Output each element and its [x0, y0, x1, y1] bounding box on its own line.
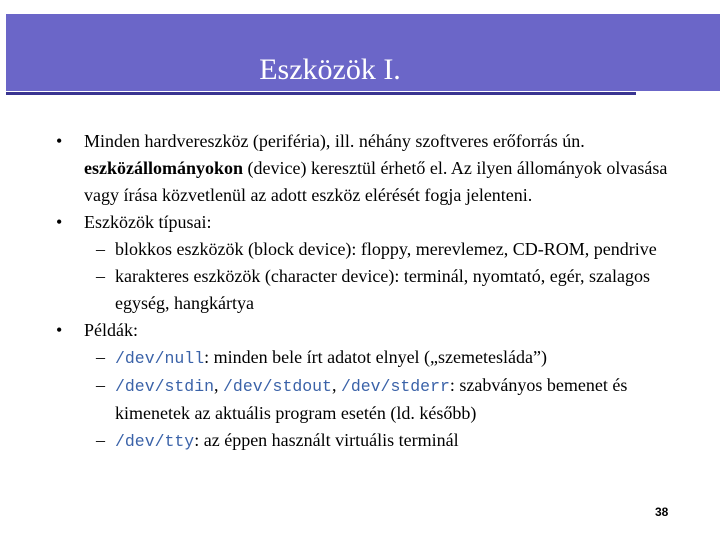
- code-path: /dev/stdin: [115, 377, 215, 396]
- bullet-bold-term: eszközállományokon: [84, 158, 244, 178]
- page-number: 38: [655, 505, 669, 519]
- title-bar: [0, 14, 720, 91]
- sub-item-text: : minden bele írt adatot elnyel („szemetesláda”): [204, 347, 547, 367]
- slide-body: [0, 128, 720, 455]
- bullet-devices: [0, 128, 684, 209]
- sub-dash: –: [96, 375, 105, 395]
- bullet-dot: •: [56, 212, 63, 232]
- code-path: /dev/null: [115, 349, 205, 368]
- code-path: /dev/stderr: [340, 377, 450, 396]
- separator: ,: [214, 375, 224, 395]
- sub-item-char-device: [0, 263, 705, 317]
- sub-item-text: : szabványos bemenet és kimenetek az aktuális program esetén (ld. később): [115, 375, 628, 423]
- code-path: /dev/stdout: [223, 377, 332, 396]
- sub-item-dev-tty: [0, 427, 705, 455]
- bullet-text: Példák:: [84, 320, 138, 340]
- bullet-dot: •: [56, 320, 63, 340]
- sub-item-text: blokkos eszközök (block device): floppy, merevlemez, CD-ROM, pendrive: [115, 239, 657, 259]
- bullet-device-types: [0, 209, 684, 236]
- sub-dash: –: [96, 239, 105, 259]
- sub-item-dev-null: [0, 344, 705, 372]
- sub-item-std-streams: [0, 372, 705, 427]
- sub-item-text: : az éppen használt virtuális terminál: [194, 430, 459, 450]
- code-path: /dev/tty: [115, 432, 195, 451]
- bullet-dot: •: [56, 131, 63, 151]
- sub-dash: –: [96, 347, 105, 367]
- sub-item-block-device: [0, 236, 705, 263]
- sub-item-text: karakteres eszközök (character device): terminál, nyomtató, egér, szalagos egység, hangkártya: [115, 266, 651, 313]
- bullet-text: (device) keresztül érhető el. Az ilyen állományok olvasása vagy írása közvetlenül az adott eszköz elérését fogja jelenteni.: [84, 158, 668, 205]
- title-underline: [6, 92, 636, 95]
- sub-dash: –: [96, 266, 105, 286]
- sub-dash: –: [96, 430, 105, 450]
- bullet-text: Minden hardvereszköz (periféria), ill. néhány szoftveres erőforrás ún.: [84, 131, 585, 151]
- separator: ,: [331, 375, 341, 395]
- slide-title: Eszközök I.: [259, 53, 401, 86]
- bullet-text: Eszközök típusai:: [84, 212, 212, 232]
- bullet-examples: [0, 317, 684, 344]
